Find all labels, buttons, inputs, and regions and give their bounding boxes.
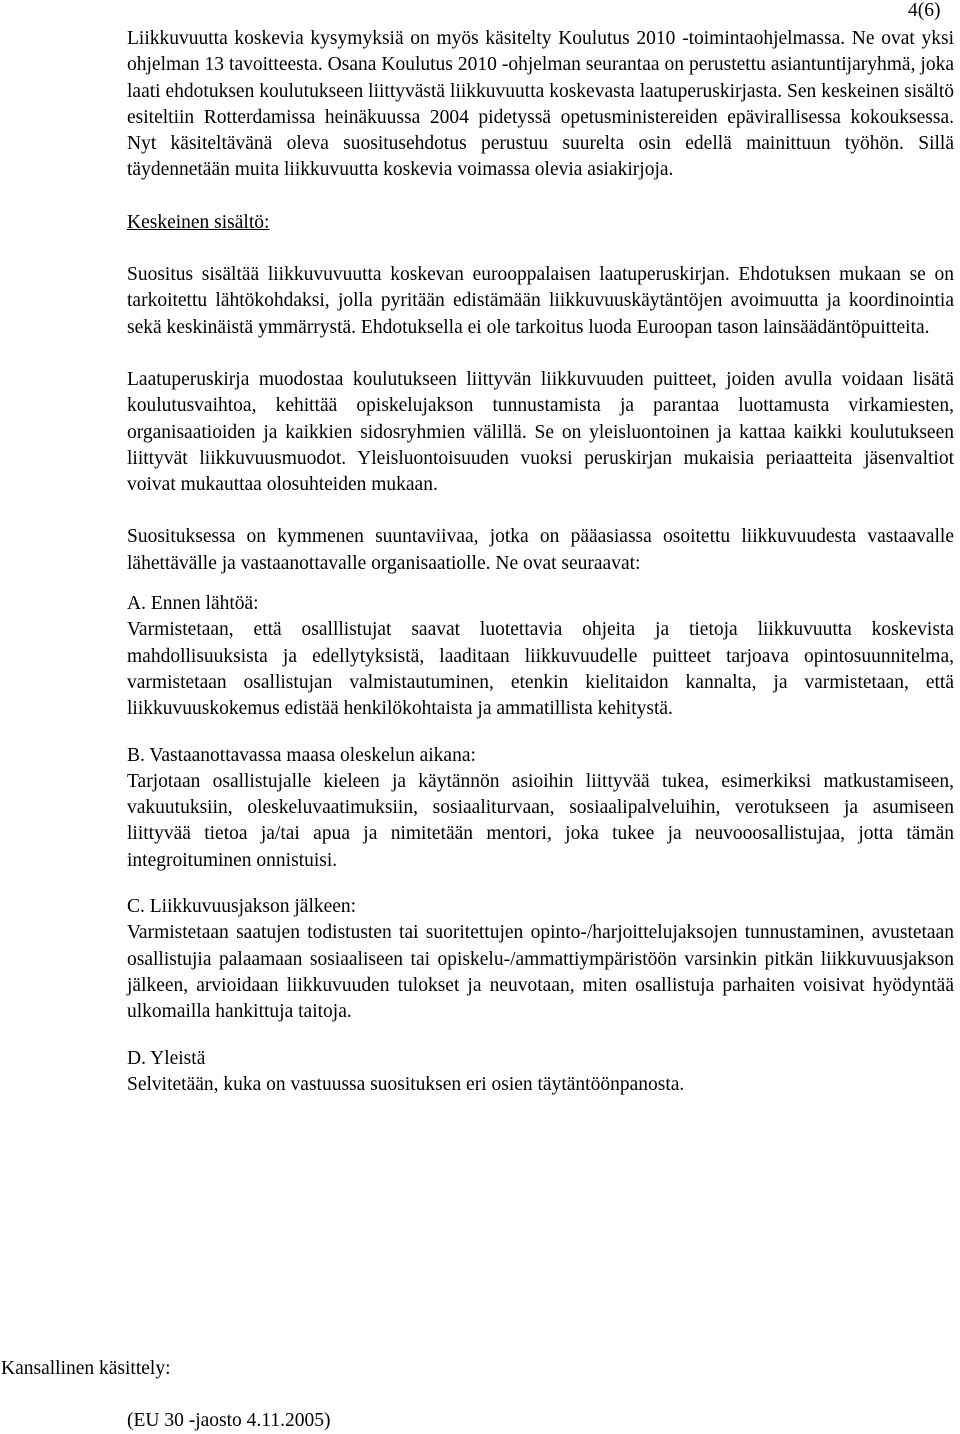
section-a — [127, 591, 954, 722]
key-content-paragraph-2: Laatuperuskirja muodostaa koulutukseen liittyvän liikkuvuuden puitteet, joiden avulla voidaan lisätä koulutusvaihtoa, kehittää opiskelujakson tunnustamista ja parantaa luottamusta virkamiesten, organisaatioiden ja kaikkien sidosryhmien välillä. Se on yleisluontoinen ja kattaa kaikki koulutukseen liittyvät liikkuvuusmuodot. Yleisluontoisuuden vuoksi peruskirjan mukaisia periaatteita jäsenvaltiot voivat mukauttaa olosuhteiden mukaan. — [127, 368, 954, 496]
section-b-title: B. Vastaanottavassa maasa oleskelun aikana: — [127, 744, 476, 766]
section-c — [127, 894, 954, 1025]
section-d-text: Selvitetään, kuka on vastuussa suosituksen eri osien täytäntöönpanosta. — [127, 1073, 685, 1095]
section-d — [127, 1046, 954, 1099]
key-content-paragraph-3: Suosituksessa on kymmenen suuntaviivaa, jotka on pääasiassa osoitettu liikkuvuudesta vastaavalle lähettävälle ja vastaanottavalle organisaatiolle. Ne ovat seuraavat: — [127, 526, 954, 574]
committee-reference: (EU 30 -jaosto 4.11.2005) — [127, 1410, 331, 1431]
section-a-title: A. Ennen lähtöä: — [127, 593, 259, 615]
section-c-title: C. Liikkuvuusjakson jälkeen: — [127, 896, 357, 918]
document-body — [127, 26, 954, 1098]
national-processing-heading: Kansallinen käsittely: — [1, 1358, 171, 1379]
section-d-title: D. Yleistä — [127, 1047, 206, 1069]
intro-paragraph: Liikkuvuutta koskevia kysymyksiä on myös käsitelty Koulutus 2010 -toimintaohjelmassa. Ne ovat yksi ohjelman 13 tavoitteesta. Osana Koulutus 2010 -ohjelman seurantaa on perustettu asiantuntijaryhmä, joka laati ehdotuksen koulutukseen liittyvästä liikkuvuutta koskevasta laatuperuskirjasta. Sen keskeinen sisältö esiteltiin Rotterdamissa heinäkuussa 2004 pidetyssä opetusministereiden epävirallisessa kokouksessa. Nyt käsiteltävänä oleva suositusehdotus perustuu suurelta osin edellä mainittuun työhön. Sillä täydennetään muita liikkuvuutta koskevia voimassa olevia asiakirjoja. — [127, 28, 954, 181]
page-number: 4(6) — [908, 0, 941, 21]
section-c-text: Varmistetaan saatujen todistusten tai suoritettujen opinto-/harjoittelujaksojen tunnustaminen, avustetaan osallistujia palaamaan sosiaaliseen tai opiskelu-/ammattiympäristöön varsinkin pitkän liikkuvuusjakson jälkeen, arvioidaan liikkuvuuden tulokset ja neuvotaan, miten osallistuja parhaiten voisivat hyödyntää ulkomailla hankittuja taitoja. — [127, 922, 954, 1023]
key-content-paragraph-1: Suositus sisältää liikkuvuvuutta koskevan eurooppalaisen laatuperuskirjan. Ehdotuksen mukaan se on tarkoitettu lähtökohdaksi, jolla pyritään edistämään liikkuvuuskäytäntöjen avoimuutta ja koordinointia sekä keskinäistä ymmärrystä. Ehdotuksella ei ole tarkoitus luoda Euroopan tason lainsäädäntöpuitteita. — [127, 264, 954, 338]
section-a-text: Varmistetaan, että osalllistujat saavat luotettavia ohjeita ja tietoja liikkuvuutta koskevista mahdollisuuksista ja edellytyksistä, laaditaan liikkuvuudelle puitteet tarjoava opintosuunnitelma, varmistetaan osallistujan valmistautuminen, etenkin kielitaidon kannalta, ja varmistetaan, että liikkuvuuskokemus edistää henkilökohtaista ja ammatillista kehitystä. — [127, 619, 954, 720]
key-content-heading: Keskeinen sisältö: — [127, 211, 270, 233]
section-b-text: Tarjotaan osallistujalle kieleen ja käytännön asioihin liittyvää tukea, esimerkiksi matkustamiseen, vakuutuksiin, oleskeluvaatimuksiin, sosiaaliturvaan, sosiaalipalveluihin, verotukseen ja asumiseen liittyvää tietoa ja/tai apua ja nimitetään mentori, joka tukee ja neuvooosallistujaa, jotta tämän integroituminen onnistuisi. — [127, 770, 954, 871]
section-b — [127, 743, 954, 874]
